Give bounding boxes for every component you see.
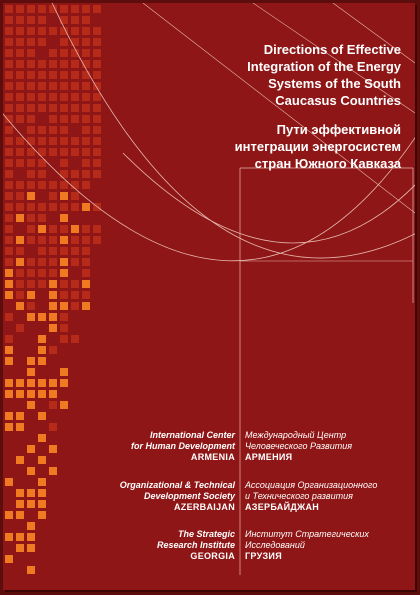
decorative-square — [60, 214, 68, 222]
organization-armenia — [3, 430, 415, 472]
decorative-square — [82, 269, 90, 277]
decorative-square — [5, 390, 13, 398]
decorative-square — [93, 236, 101, 244]
decorative-square — [16, 148, 24, 156]
decorative-square — [82, 82, 90, 90]
decorative-square — [71, 49, 79, 57]
decorative-square — [38, 203, 46, 211]
decorative-square — [71, 302, 79, 310]
decorative-square — [49, 71, 57, 79]
decorative-square — [60, 104, 68, 112]
decorative-square — [71, 71, 79, 79]
decorative-square — [93, 5, 101, 13]
decorative-square — [82, 93, 90, 101]
decorative-square — [5, 313, 13, 321]
decorative-square — [60, 324, 68, 332]
decorative-square — [27, 137, 35, 145]
title-en-line: Directions of Effective — [263, 42, 401, 57]
decorative-square — [5, 82, 13, 90]
decorative-square — [82, 148, 90, 156]
decorative-square — [82, 159, 90, 167]
decorative-square — [16, 390, 24, 398]
decorative-square — [16, 181, 24, 189]
decorative-square — [27, 60, 35, 68]
decorative-square — [27, 5, 35, 13]
org-name-line: Человеческого Развития — [245, 441, 353, 451]
organization-azerbaijan — [3, 480, 415, 522]
decorative-square — [27, 313, 35, 321]
decorative-square — [16, 247, 24, 255]
decorative-square — [60, 5, 68, 13]
decorative-square — [27, 27, 35, 35]
decorative-square — [49, 203, 57, 211]
decorative-square — [82, 170, 90, 178]
organization-name-english — [35, 480, 235, 513]
decorative-square — [93, 159, 101, 167]
decorative-square — [93, 115, 101, 123]
decorative-square — [60, 225, 68, 233]
decorative-square — [71, 93, 79, 101]
decorative-square — [38, 346, 46, 354]
decorative-square — [16, 291, 24, 299]
decorative-square — [60, 379, 68, 387]
decorative-square — [49, 126, 57, 134]
decorative-square — [82, 181, 90, 189]
report-cover — [3, 3, 415, 590]
decorative-square — [5, 60, 13, 68]
decorative-square — [49, 269, 57, 277]
decorative-square — [5, 181, 13, 189]
title-ru-line: стран Южного Кавказа — [254, 156, 401, 171]
decorative-square — [49, 5, 57, 13]
decorative-square — [60, 170, 68, 178]
decorative-square — [49, 192, 57, 200]
decorative-square — [27, 236, 35, 244]
decorative-square — [16, 203, 24, 211]
decorative-square — [5, 115, 13, 123]
decorative-square — [82, 291, 90, 299]
decorative-square — [71, 335, 79, 343]
decorative-square — [71, 203, 79, 211]
decorative-square — [27, 181, 35, 189]
decorative-square — [60, 313, 68, 321]
decorative-square — [5, 126, 13, 134]
decorative-square — [5, 236, 13, 244]
decorative-square — [49, 346, 57, 354]
org-name-line: и Технического развития — [245, 491, 353, 501]
decorative-square — [60, 115, 68, 123]
decorative-square — [60, 181, 68, 189]
decorative-square — [16, 159, 24, 167]
decorative-square — [71, 27, 79, 35]
decorative-square — [27, 291, 35, 299]
decorative-square — [93, 71, 101, 79]
decorative-square — [38, 27, 46, 35]
decorative-square — [27, 302, 35, 310]
decorative-square — [60, 137, 68, 145]
decorative-square — [5, 27, 13, 35]
decorative-square — [82, 203, 90, 211]
decorative-square — [5, 159, 13, 167]
decorative-square — [16, 236, 24, 244]
decorative-square — [93, 104, 101, 112]
decorative-square — [38, 379, 46, 387]
decorative-square — [5, 291, 13, 299]
title-en-line: Caucasus Countries — [275, 93, 401, 108]
org-name-line: Research Institute — [156, 540, 235, 550]
decorative-square — [27, 93, 35, 101]
decorative-square — [93, 126, 101, 134]
decorative-square — [27, 16, 35, 24]
decorative-square — [60, 247, 68, 255]
decorative-square — [16, 38, 24, 46]
decorative-square — [60, 60, 68, 68]
decorative-square — [16, 379, 24, 387]
decorative-square — [49, 401, 57, 409]
decorative-square — [49, 280, 57, 288]
decorative-square — [16, 60, 24, 68]
decorative-square — [71, 148, 79, 156]
decorative-square — [60, 82, 68, 90]
decorative-square — [5, 38, 13, 46]
decorative-square — [93, 49, 101, 57]
title-en-line: Systems of the South — [268, 76, 401, 91]
decorative-square — [60, 93, 68, 101]
decorative-square — [27, 115, 35, 123]
decorative-square — [71, 280, 79, 288]
decorative-square — [16, 258, 24, 266]
org-name-line: Organizational & Technical — [119, 480, 235, 490]
decorative-square — [27, 192, 35, 200]
title-ru-line: Пути эффективной — [276, 122, 401, 137]
decorative-square — [5, 357, 13, 365]
org-name-line: Development Society — [143, 491, 235, 501]
decorative-square — [71, 181, 79, 189]
decorative-square — [49, 60, 57, 68]
decorative-square — [5, 346, 13, 354]
decorative-square — [27, 38, 35, 46]
decorative-square — [49, 82, 57, 90]
decorative-square — [5, 269, 13, 277]
decorative-square — [38, 225, 46, 233]
decorative-square — [38, 104, 46, 112]
decorative-square — [93, 148, 101, 156]
decorative-square — [38, 236, 46, 244]
decorative-square — [60, 335, 68, 343]
decorative-square — [27, 390, 35, 398]
decorative-square — [71, 291, 79, 299]
decorative-square — [49, 258, 57, 266]
decorative-square — [49, 313, 57, 321]
decorative-square — [38, 258, 46, 266]
decorative-square — [16, 269, 24, 277]
decorative-square — [5, 104, 13, 112]
decorative-square — [49, 93, 57, 101]
decorative-square — [93, 38, 101, 46]
decorative-square — [38, 247, 46, 255]
decorative-square — [5, 5, 13, 13]
decorative-square — [49, 247, 57, 255]
decorative-square — [27, 401, 35, 409]
decorative-square — [16, 115, 24, 123]
organization-name-english — [35, 529, 235, 562]
decorative-square — [60, 38, 68, 46]
decorative-square — [93, 93, 101, 101]
decorative-square — [71, 115, 79, 123]
decorative-square — [27, 104, 35, 112]
decorative-square — [38, 71, 46, 79]
decorative-square — [16, 82, 24, 90]
org-name-line: Институт Стратегических — [245, 529, 369, 539]
decorative-square — [38, 181, 46, 189]
decorative-square — [38, 126, 46, 134]
country-label: АЗЕРБАЙДЖАН — [245, 502, 320, 512]
decorative-square — [82, 49, 90, 57]
decorative-square — [38, 16, 46, 24]
decorative-square — [5, 203, 13, 211]
decorative-square — [38, 170, 46, 178]
title-russian — [171, 121, 401, 172]
decorative-square — [27, 203, 35, 211]
decorative-square — [16, 412, 24, 420]
decorative-square — [27, 82, 35, 90]
decorative-square — [82, 71, 90, 79]
decorative-square — [93, 225, 101, 233]
organization-georgia — [3, 529, 415, 571]
decorative-square — [71, 16, 79, 24]
decorative-square — [5, 16, 13, 24]
decorative-square — [60, 192, 68, 200]
decorative-square — [82, 258, 90, 266]
decorative-square — [27, 49, 35, 57]
decorative-square — [27, 159, 35, 167]
decorative-square — [38, 214, 46, 222]
decorative-square — [16, 27, 24, 35]
decorative-square — [60, 236, 68, 244]
decorative-square — [49, 27, 57, 35]
decorative-square — [71, 236, 79, 244]
decorative-square — [60, 49, 68, 57]
country-label: ГРУЗИЯ — [245, 551, 282, 561]
decorative-square — [82, 126, 90, 134]
decorative-square — [71, 38, 79, 46]
decorative-square — [60, 258, 68, 266]
decorative-square — [71, 225, 79, 233]
decorative-square — [16, 71, 24, 79]
decorative-square — [60, 71, 68, 79]
decorative-square — [16, 49, 24, 57]
decorative-square — [27, 258, 35, 266]
decorative-square — [27, 225, 35, 233]
decorative-square — [27, 368, 35, 376]
decorative-square — [38, 280, 46, 288]
decorative-square — [71, 247, 79, 255]
decorative-square — [5, 225, 13, 233]
decorative-square — [16, 16, 24, 24]
title-en-line: Integration of the Energy — [247, 59, 401, 74]
decorative-square — [49, 148, 57, 156]
decorative-square — [93, 60, 101, 68]
decorative-square — [71, 104, 79, 112]
org-name-line: Международный Центр — [245, 430, 347, 440]
decorative-square — [82, 115, 90, 123]
decorative-square — [27, 71, 35, 79]
decorative-square — [27, 357, 35, 365]
decorative-square — [82, 302, 90, 310]
decorative-square — [49, 104, 57, 112]
decorative-square — [82, 27, 90, 35]
country-label: AZERBAIJAN — [173, 502, 235, 512]
decorative-square — [82, 280, 90, 288]
cover-title — [171, 41, 401, 172]
decorative-square — [38, 357, 46, 365]
country-label: GEORGIA — [190, 551, 235, 561]
decorative-square — [16, 192, 24, 200]
decorative-square — [49, 379, 57, 387]
decorative-square — [5, 93, 13, 101]
decorative-square — [5, 49, 13, 57]
decorative-square — [27, 126, 35, 134]
decorative-square — [5, 192, 13, 200]
decorative-square — [5, 258, 13, 266]
decorative-square — [82, 5, 90, 13]
organization-name-english — [35, 430, 235, 463]
country-label: ARMENIA — [190, 452, 235, 462]
decorative-square — [71, 82, 79, 90]
decorative-square — [60, 302, 68, 310]
decorative-square — [5, 379, 13, 387]
title-english — [171, 41, 401, 109]
decorative-square — [93, 27, 101, 35]
decorative-square — [60, 401, 68, 409]
decorative-square — [5, 335, 13, 343]
decorative-square — [27, 269, 35, 277]
decorative-square — [16, 137, 24, 145]
decorative-square — [5, 214, 13, 222]
decorative-square — [38, 82, 46, 90]
org-name-line: The Strategic — [177, 529, 235, 539]
org-name-line: Исследований — [245, 540, 305, 550]
decorative-square — [60, 159, 68, 167]
decorative-square — [93, 137, 101, 145]
decorative-square — [60, 203, 68, 211]
decorative-square — [38, 38, 46, 46]
decorative-square — [82, 236, 90, 244]
decorative-square — [5, 71, 13, 79]
decorative-square — [27, 214, 35, 222]
decorative-square — [49, 181, 57, 189]
decorative-square — [71, 192, 79, 200]
decorative-square — [16, 324, 24, 332]
decorative-square — [60, 280, 68, 288]
decorative-square — [49, 49, 57, 57]
decorative-square — [49, 390, 57, 398]
decorative-square — [38, 137, 46, 145]
decorative-square — [49, 225, 57, 233]
title-ru-line: интеграции энергосистем — [234, 139, 401, 154]
decorative-square — [5, 137, 13, 145]
decorative-square — [27, 170, 35, 178]
decorative-square — [38, 269, 46, 277]
decorative-square — [5, 148, 13, 156]
decorative-square — [82, 247, 90, 255]
decorative-square — [38, 335, 46, 343]
decorative-square — [38, 412, 46, 420]
organization-name-russian — [245, 480, 415, 513]
org-name-line: for Human Development — [130, 441, 235, 451]
decorative-square — [5, 280, 13, 288]
decorative-square — [71, 60, 79, 68]
decorative-square — [93, 170, 101, 178]
decorative-square — [60, 16, 68, 24]
decorative-square — [71, 170, 79, 178]
decorative-square — [82, 16, 90, 24]
decorative-square — [38, 5, 46, 13]
decorative-square — [49, 137, 57, 145]
decorative-square — [49, 302, 57, 310]
decorative-square — [16, 104, 24, 112]
decorative-square — [38, 93, 46, 101]
org-name-line: International Center — [149, 430, 235, 440]
decorative-square — [16, 5, 24, 13]
decorative-square — [60, 269, 68, 277]
decorative-square — [60, 368, 68, 376]
decorative-square — [60, 126, 68, 134]
decorative-square — [49, 115, 57, 123]
decorative-square — [60, 148, 68, 156]
decorative-square — [16, 93, 24, 101]
decorative-square — [38, 60, 46, 68]
decorative-square — [16, 280, 24, 288]
decorative-square — [49, 236, 57, 244]
decorative-square — [71, 5, 79, 13]
country-label: АРМЕНИЯ — [245, 452, 293, 462]
decorative-square — [82, 225, 90, 233]
decorative-square — [38, 313, 46, 321]
org-name-line: Ассоциация Организационного — [245, 480, 378, 490]
decorative-square — [71, 137, 79, 145]
decorative-square — [5, 412, 13, 420]
organization-name-russian — [245, 430, 415, 463]
decorative-square — [71, 258, 79, 266]
decorative-square — [16, 302, 24, 310]
decorative-square — [49, 324, 57, 332]
decorative-square — [27, 280, 35, 288]
decorative-square — [82, 104, 90, 112]
decorative-square — [82, 38, 90, 46]
decorative-square — [38, 390, 46, 398]
organization-name-russian — [245, 529, 415, 562]
decorative-square — [82, 137, 90, 145]
decorative-square — [5, 247, 13, 255]
decorative-square — [16, 214, 24, 222]
decorative-square — [27, 379, 35, 387]
decorative-square — [5, 170, 13, 178]
decorative-square — [60, 291, 68, 299]
decorative-square — [49, 291, 57, 299]
